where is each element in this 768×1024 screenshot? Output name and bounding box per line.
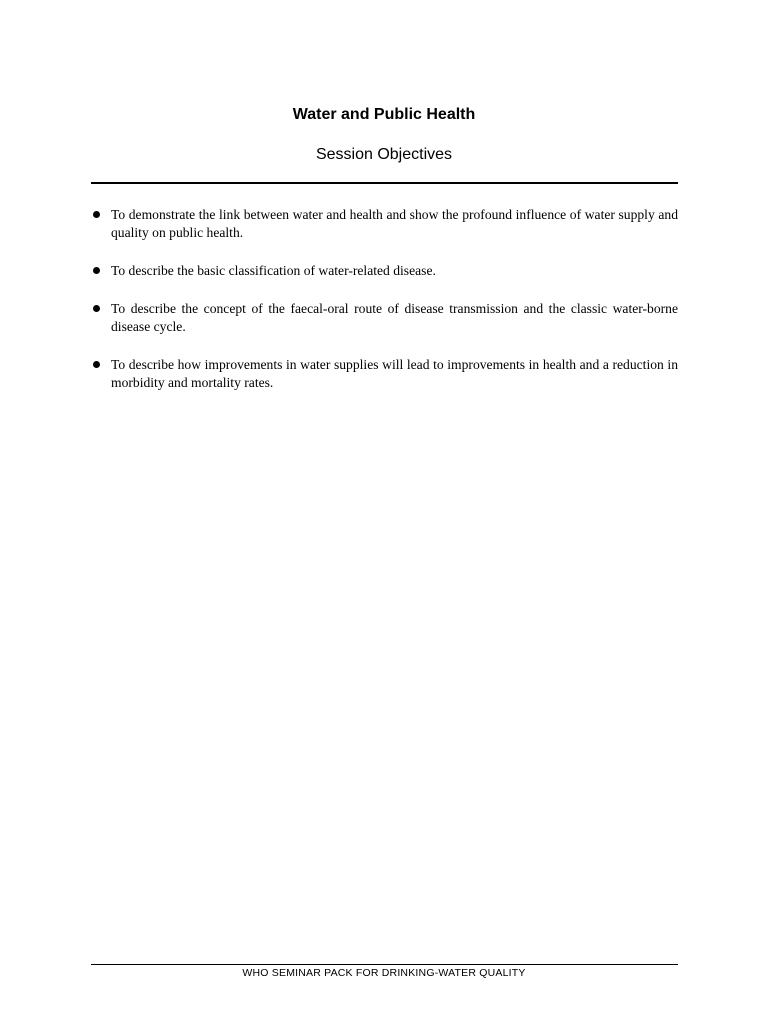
objective-text: To demonstrate the link between water and health and show the profound influence of water supply and quality on public health.: [111, 207, 678, 240]
objective-text: To describe how improvements in water supplies will lead to improvements in health and a reduction in morbidity and mortality rates.: [111, 357, 678, 390]
objective-item: [91, 356, 678, 392]
footer-divider: [91, 964, 678, 965]
page-subtitle: Session Objectives: [315, 146, 453, 163]
bullet-icon: [93, 305, 100, 312]
bullet-icon: [93, 267, 100, 274]
page-footer: WHO SEMINAR PACK FOR DRINKING-WATER QUALITY: [242, 967, 526, 979]
objectives-list: [91, 206, 678, 412]
objective-item: [91, 206, 678, 242]
bullet-icon: [93, 211, 100, 218]
bullet-icon: [93, 361, 100, 368]
objective-text: To describe the basic classification of water-related disease.: [111, 263, 436, 278]
objective-text: To describe the concept of the faecal-oral route of disease transmission and the classic water-borne disease cycle.: [111, 301, 678, 334]
objective-item: [91, 262, 678, 280]
page-title: Water and Public Health: [292, 106, 476, 123]
header-divider: [91, 182, 678, 184]
objective-item: [91, 300, 678, 336]
